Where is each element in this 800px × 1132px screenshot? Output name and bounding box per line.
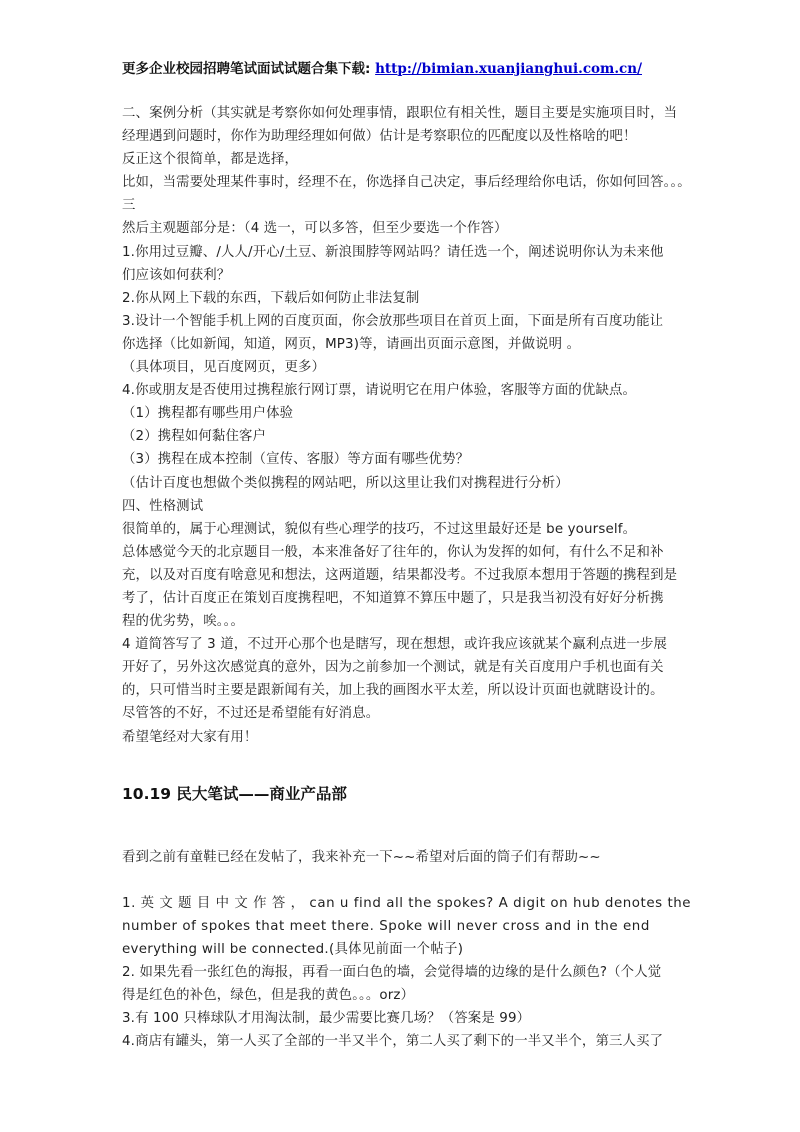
paragraph-line: （1）携程都有哪些用户体验	[122, 406, 294, 422]
paragraph-line: 经理遇到问题时，你作为助理经理如何做）估计是考察职位的匹配度以及性格啥的吧！	[122, 129, 637, 145]
paragraph-line: 三	[122, 198, 136, 214]
paragraph-line: 四、性格测试	[122, 498, 204, 514]
paragraph-line: 4.你或朋友是否使用过携程旅行网订票，请说明它在用户体验，客服等方面的优缺点。	[122, 383, 637, 399]
paragraph-line: 然后主观题部分是：（4 选一，可以多答，但至少要选一个作答）	[122, 221, 508, 237]
intro-body	[122, 846, 692, 869]
download-link[interactable]: http://bimian.xuanjianghui.com.cn/	[375, 61, 642, 77]
paragraph-line: 充，以及对百度有啥意见和想法，这两道题，结果都没考。不过我原本想用于答题的携程到是	[122, 567, 678, 583]
paragraph-line: 很简单的，属于心理测试，貌似有些心理学的技巧，不过这里最好还是 be yourself。	[122, 521, 637, 537]
paragraph-line: 你选择（比如新闻，知道，网页，MP3)等，请画出页面示意图，并做说明 。	[122, 336, 581, 352]
intro-line: 看到之前有童鞋已经在发帖了，我来补充一下~~希望对后面的筒子们有帮助~~	[122, 849, 601, 865]
paragraph-line: 考了，估计百度正在策划百度携程吧，不知道算不算压中题了，只是我当初没有好好分析携	[122, 590, 664, 606]
header-label: 更多企业校园招聘笔试面试试题合集下载:	[122, 61, 371, 77]
paragraph-line: 2.你从网上下载的东西，下载后如何防止非法复制	[122, 290, 420, 306]
paragraph-line: 总体感觉今天的北京题目一般，本来准备好了往年的，你认为发挥的如何，有什么不足和补	[122, 544, 664, 560]
paragraph-line: （具体项目，见百度网页，更多）	[122, 360, 326, 376]
question-line: 3.有 100 只棒球队才用淘汰制，最少需要比赛几场？（答案是 99）	[122, 1011, 531, 1027]
question-line: 得是红色的补色，绿色，但是我的黄色。。。orz）	[122, 988, 415, 1004]
paragraph-line: （估计百度也想做个类似携程的网站吧，所以这里让我们对携程进行分析）	[122, 475, 569, 491]
question-line: number of spokes that meet there. Spoke will never cross and in the end	[122, 918, 650, 934]
paragraph-line: 开好了，另外这次感觉真的意外，因为之前参加一个测试，就是有关百度用户手机也面有关	[122, 660, 664, 676]
question-line: 4.商店有罐头，第一人买了全部的一半又半个，第二人买了剩下的一半又半个，第三人买了	[122, 1034, 664, 1050]
document-page	[122, 58, 692, 1053]
part2-body	[122, 892, 692, 1054]
paragraph-line: （3）携程在成本控制（宣传、客服）等方面有哪些优势？	[122, 452, 470, 468]
paragraph-line: 希望笔经对大家有用！	[122, 729, 258, 745]
paragraph-line: 反正这个很简单，都是选择，	[122, 152, 299, 168]
paragraph-line: 比如，当需要处理某件事时，经理不在，你选择自己决定，事后经理给你电话，你如何回答。。。	[122, 175, 691, 191]
question-line: everything will be connected.(具体见前面一个帖子)	[122, 941, 464, 957]
paragraph-line: 们应该如何获利？	[122, 267, 231, 283]
part1-body	[122, 102, 692, 749]
paragraph-line: 尽管答的不好，不过还是希望能有好消息。	[122, 706, 380, 722]
paragraph-line: 程的优劣势，唉。。。	[122, 614, 245, 630]
download-header	[122, 58, 692, 80]
paragraph-line: 1.你用过豆瓣、/人人/开心/土豆、新浪围脖等网站吗？请任选一个，阐述说明你认为未来他	[122, 244, 664, 260]
paragraph-line: （2）携程如何黏住客户	[122, 429, 267, 445]
paragraph-line: 的，只可惜当时主要是跟新闻有关，加上我的画图水平太差，所以设计页面也就瞎设计的。	[122, 683, 664, 699]
question-line: 1. 英 文 题 目 中 文 作 答 ， can u find all the spokes? A digit on hub denotes the	[122, 895, 692, 911]
paragraph-line: 3.设计一个智能手机上网的百度页面，你会放那些项目在首页上面，下面是所有百度功能让	[122, 313, 664, 329]
question-line: 2. 如果先看一张红色的海报，再看一面白色的墙，会觉得墙的边缘的是什么颜色?（个人觉	[122, 965, 662, 980]
paragraph-line: 二、案例分析（其实就是考察你如何处理事情，跟职位有相关性，题目主要是实施项目时，当	[122, 106, 678, 121]
section-title: 10.19 民大笔试——商业产品部	[122, 784, 347, 803]
paragraph-line: 4 道简答写了 3 道，不过开心那个也是瞎写，现在想想，或许我应该就某个赢利点进一步展	[122, 637, 668, 653]
